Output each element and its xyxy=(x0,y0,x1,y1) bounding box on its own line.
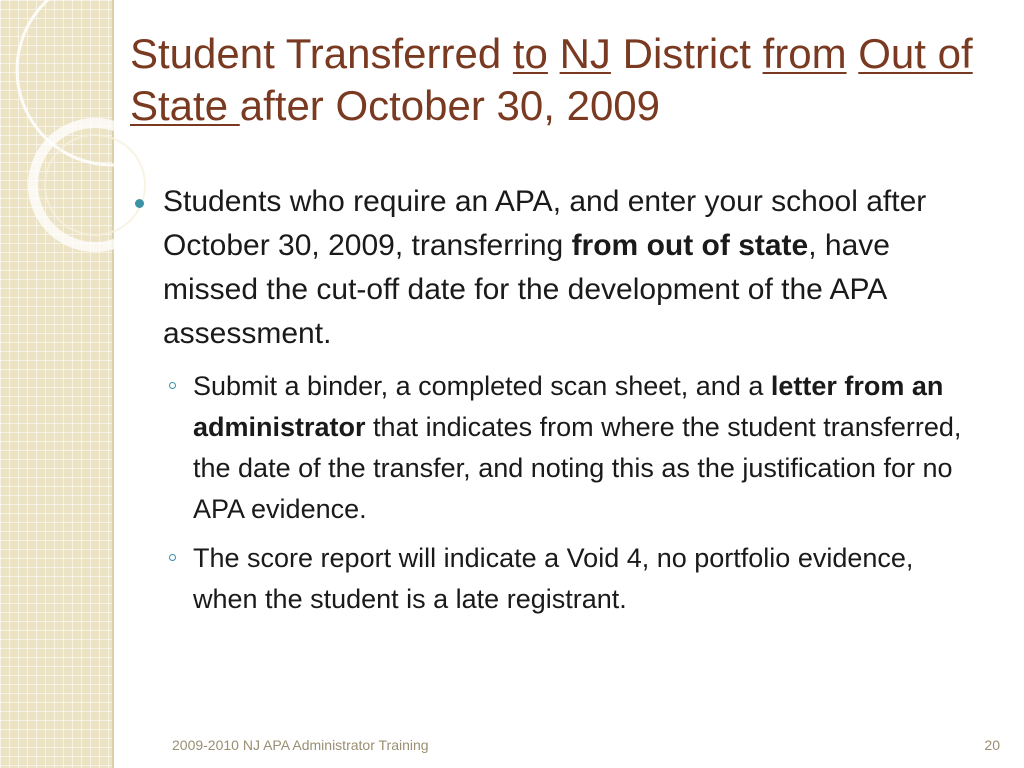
title-underlined-to: to xyxy=(512,30,548,77)
footer-text: 2009-2010 NJ APA Administrator Training xyxy=(172,737,429,753)
title-part: District xyxy=(610,30,763,77)
title-part xyxy=(548,30,560,77)
sub-bullet-bold-text: letter from an administrator xyxy=(193,371,944,442)
title-underlined-nj: NJ xyxy=(559,30,611,77)
title-underlined-out-of-state: Out of State xyxy=(130,30,973,129)
sub-bullet-text: The score report will indicate a Void 4, no portfolio evidence, when the student is a late registrant. xyxy=(193,543,914,614)
page-number: 20 xyxy=(984,737,1000,753)
title-underlined-from: from xyxy=(762,30,847,77)
bullet-bold-text: from out of state xyxy=(571,229,809,262)
title-part xyxy=(847,30,859,77)
slide-title xyxy=(130,28,1000,132)
title-part: after October 30, 2009 xyxy=(239,82,661,129)
bullet-ring-icon xyxy=(169,554,176,561)
bullet-text: Students who require an APA, and enter your school after October 30, 2009, transferring xyxy=(163,185,927,262)
bullet-dot-icon xyxy=(135,199,144,208)
slide-body xyxy=(135,180,980,628)
title-part: Student Transferred xyxy=(130,30,513,77)
sub-bullet-binder xyxy=(135,366,980,530)
bullet-text: , have missed the cut-off date for the development of the APA assessment. xyxy=(163,229,890,350)
sub-bullet-text: Submit a binder, a completed scan sheet, and a xyxy=(193,371,771,401)
sub-bullet-score-report xyxy=(135,538,980,620)
sub-bullet-text: that indicates from where the student transferred, the date of the transfer, and noting this as the justification for no APA evidence. xyxy=(193,412,962,524)
bullet-ring-icon xyxy=(169,382,176,389)
bullet-main xyxy=(135,180,980,356)
